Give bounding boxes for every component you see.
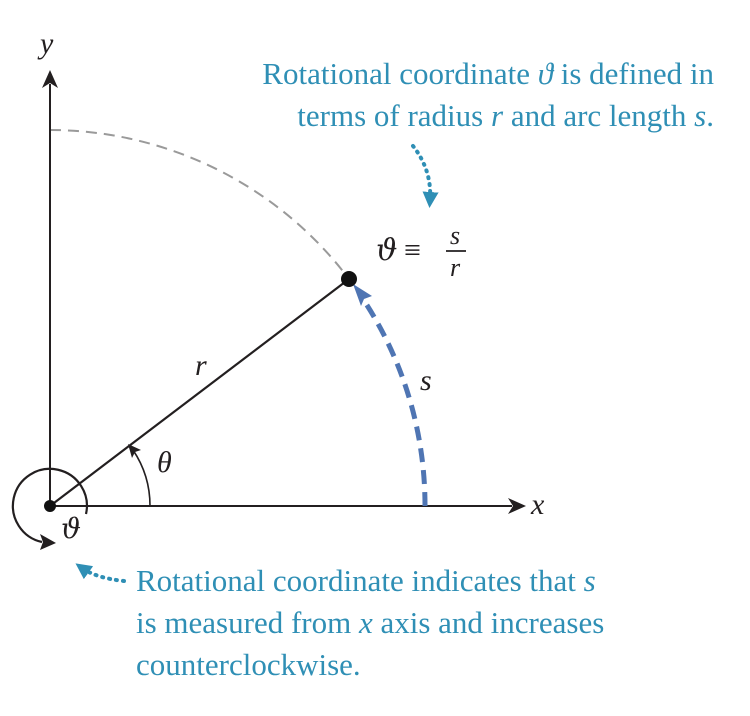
definition-equation xyxy=(376,221,466,282)
callout-text: terms of radius xyxy=(297,98,491,133)
callout-text: and arc length xyxy=(503,98,695,133)
arc-length-label: s xyxy=(420,364,432,397)
arc-length-s xyxy=(363,299,425,506)
direction-callout xyxy=(136,560,604,686)
y-axis-label: y xyxy=(40,27,54,60)
direction-callout-line-3 xyxy=(136,644,604,686)
callout-symbol: x xyxy=(358,605,373,640)
callout-text: counterclockwise. xyxy=(136,647,361,682)
callout-symbol: s xyxy=(583,563,596,598)
callout-text: is defined in xyxy=(553,56,714,91)
equation-operator: ≡ xyxy=(404,234,421,267)
callout-symbol: r xyxy=(491,98,504,133)
callout-text: Rotational coordinate xyxy=(262,56,538,91)
equation-lhs: ϑ xyxy=(376,233,398,268)
direction-callout-line-1 xyxy=(136,560,604,602)
radius-label: r xyxy=(195,349,207,382)
equation-numerator: s xyxy=(450,221,461,250)
callout-text: axis and increases xyxy=(372,605,605,640)
callout-text: is measured from xyxy=(136,605,359,640)
definition-callout-line-2 xyxy=(262,95,714,137)
top-callout-pointer xyxy=(413,146,430,200)
equation-denominator: r xyxy=(450,253,461,282)
radius-circle-arc xyxy=(50,130,349,279)
theta-label: θ xyxy=(157,446,172,479)
theta-arc-arrowhead xyxy=(128,444,141,458)
callout-text: . xyxy=(706,98,714,133)
callout-symbol: ϑ xyxy=(537,56,553,91)
arc-length-arrowhead xyxy=(353,284,372,306)
point-marker xyxy=(341,271,357,287)
radius-line xyxy=(50,279,349,506)
callout-text: Rotational coordinate indicates that xyxy=(136,563,584,598)
theta-angle-arc xyxy=(133,450,150,506)
bottom-callout-pointer xyxy=(82,568,124,581)
direction-callout-line-2 xyxy=(136,602,604,644)
definition-callout xyxy=(262,53,714,137)
origin-point xyxy=(44,500,56,512)
callout-symbol: s xyxy=(694,98,707,133)
x-axis-label: x xyxy=(531,488,545,521)
definition-callout-line-1 xyxy=(262,53,714,95)
rotational-coordinate-symbol: ϑ xyxy=(61,512,82,545)
rotation-direction-arrowhead xyxy=(40,534,56,550)
